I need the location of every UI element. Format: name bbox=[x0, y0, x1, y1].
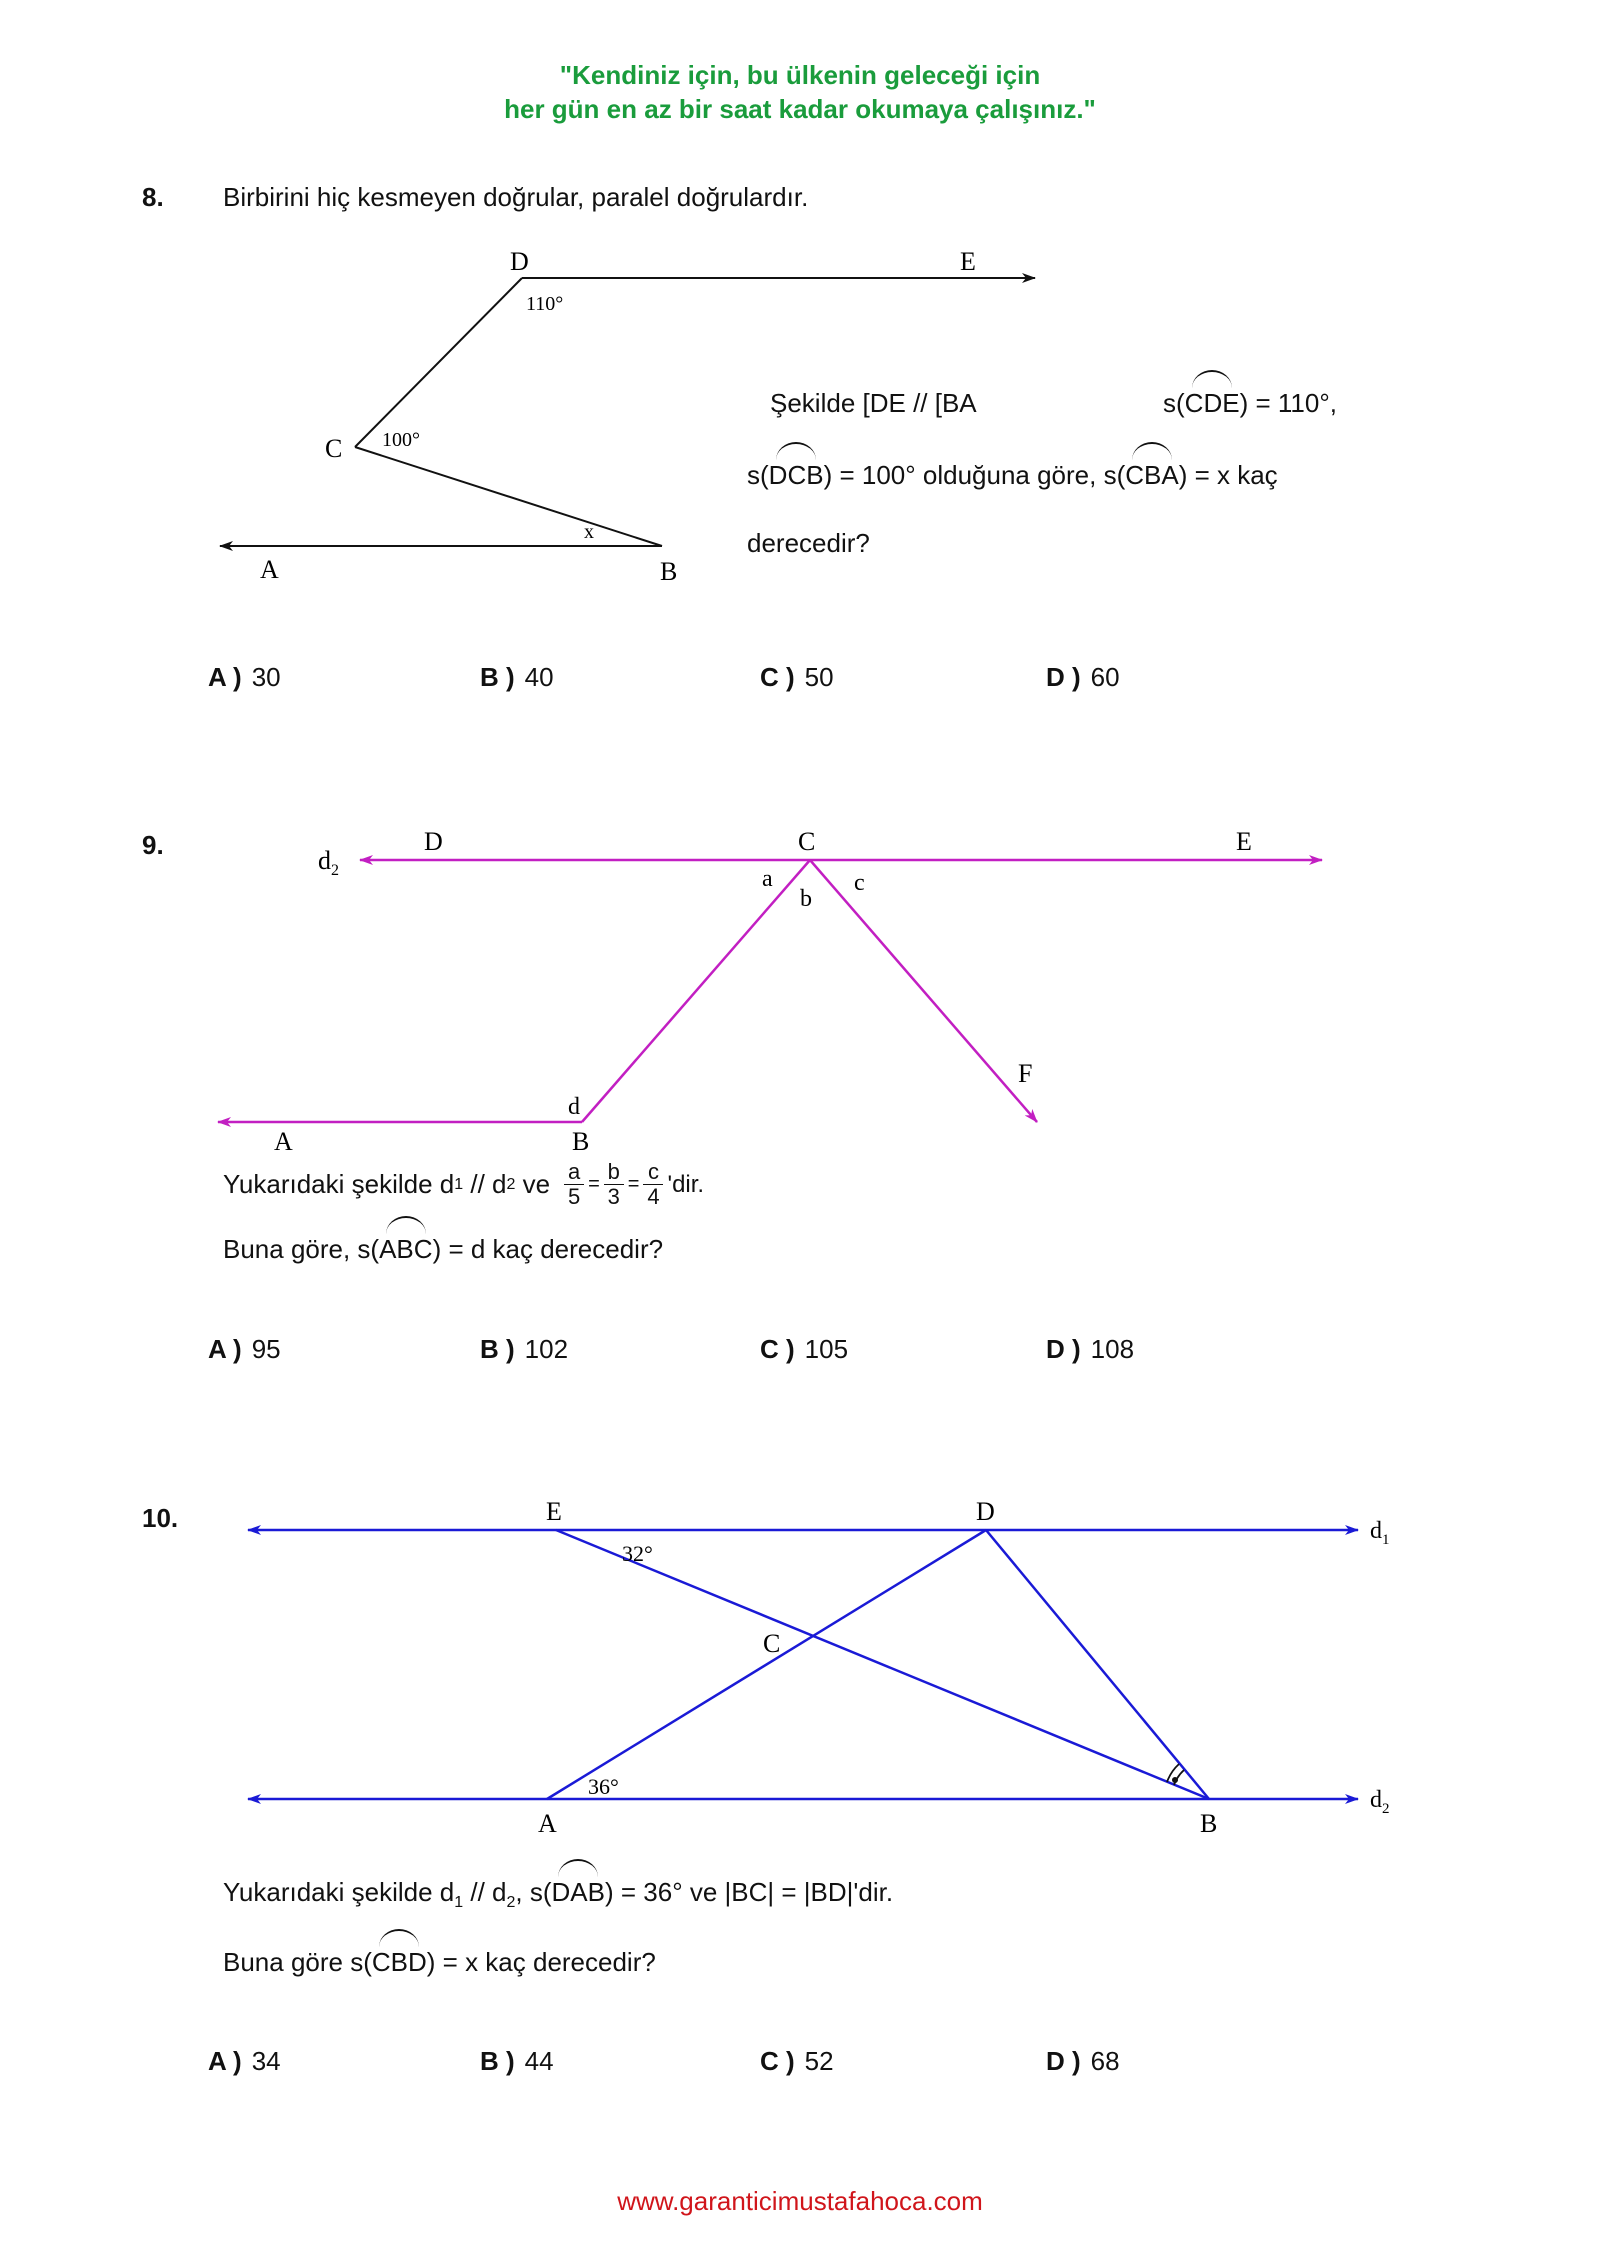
angle-arc-CBD: CBD bbox=[371, 1947, 427, 1977]
quote-line-1: "Kendiniz için, bu ülkenin geleceği için bbox=[559, 60, 1041, 90]
option-value: 30 bbox=[251, 662, 281, 692]
angle-A-value: 36° bbox=[588, 1774, 619, 1799]
question-8-number: 8. bbox=[142, 182, 164, 212]
label-B: B bbox=[660, 557, 678, 586]
label-E: E bbox=[1236, 827, 1252, 856]
question-8-cde bbox=[1163, 388, 1337, 419]
cde-prefix: s( bbox=[1163, 388, 1185, 418]
segment-CB bbox=[355, 447, 662, 546]
label-F: F bbox=[1018, 1059, 1033, 1088]
text-segment: // d bbox=[463, 1877, 507, 1907]
cde-suffix: ) = 110°, bbox=[1239, 388, 1337, 418]
question-8-text-1: Şekilde [DE // [BA bbox=[770, 388, 977, 418]
text-segment: , s( bbox=[515, 1877, 552, 1907]
segment-CB bbox=[582, 860, 810, 1122]
option-letter: C ) bbox=[760, 662, 795, 692]
question-9-number: 9. bbox=[142, 830, 164, 860]
label-C: C bbox=[798, 827, 816, 856]
angle-x-marker bbox=[1172, 1777, 1178, 1783]
question-9-option-c[interactable] bbox=[760, 1334, 848, 1365]
option-letter: B ) bbox=[480, 2046, 515, 2076]
label-D: D bbox=[510, 247, 529, 276]
text-segment: ve bbox=[515, 1169, 551, 1199]
segment-DB bbox=[986, 1530, 1209, 1799]
question-9-option-b[interactable] bbox=[480, 1334, 568, 1365]
angle-E-value: 32° bbox=[622, 1541, 653, 1566]
angle-d: d bbox=[568, 1094, 580, 1120]
label-C: C bbox=[325, 434, 343, 463]
text-segment: Yukarıdaki şekilde d bbox=[223, 1169, 455, 1199]
text-segment: Yukarıdaki şekilde d bbox=[223, 1877, 455, 1907]
option-letter: A ) bbox=[208, 2046, 242, 2076]
quote-line-2: her gün en az bir saat kadar okumaya çalışınız." bbox=[504, 94, 1096, 124]
option-letter: C ) bbox=[760, 2046, 795, 2076]
text-segment: Buna göre, s( bbox=[223, 1234, 380, 1264]
label-D: D bbox=[424, 827, 443, 856]
option-letter: B ) bbox=[480, 662, 515, 692]
question-8-statement: Birbirini hiç kesmeyen doğrular, paralel doğrulardır. bbox=[223, 182, 809, 212]
angle-a: a bbox=[762, 866, 773, 892]
question-10-option-c[interactable] bbox=[760, 2046, 834, 2077]
angle-arc-DAB: DAB bbox=[551, 1877, 605, 1907]
option-value: 105 bbox=[804, 1334, 849, 1364]
segment-DC bbox=[355, 278, 522, 447]
option-letter: B ) bbox=[480, 1334, 515, 1364]
subscript: 2 bbox=[506, 1175, 516, 1193]
text-segment: ) = x kaç derecedir? bbox=[426, 1947, 656, 1977]
fraction-c: $\frac{c}{4}$ bbox=[643, 1160, 663, 1209]
footer-website-link[interactable]: www.garanticimustafahoca.com bbox=[617, 2186, 983, 2216]
question-9-figure bbox=[200, 820, 1350, 1160]
angle-D-value: 110° bbox=[526, 293, 564, 315]
equals-sign: = bbox=[627, 1173, 640, 1195]
question-8-text-3: derecedir? bbox=[747, 528, 870, 558]
question-8-option-d[interactable] bbox=[1046, 662, 1120, 693]
angle-arc-CBA: CBA bbox=[1125, 460, 1179, 490]
label-d1: $d_1$ bbox=[1370, 1518, 1390, 1548]
option-letter: D ) bbox=[1046, 2046, 1081, 2076]
label-d2: $d_2$ bbox=[318, 846, 339, 879]
option-value: 95 bbox=[251, 1334, 281, 1364]
question-8-option-c[interactable] bbox=[760, 662, 834, 693]
text-segment: // d bbox=[463, 1169, 507, 1199]
option-value: 34 bbox=[251, 2046, 281, 2076]
option-letter: A ) bbox=[208, 1334, 242, 1364]
segment-AD bbox=[547, 1530, 986, 1799]
subscript: 1 bbox=[454, 1175, 464, 1193]
option-letter: A ) bbox=[208, 662, 242, 692]
question-10-option-a[interactable] bbox=[208, 2046, 281, 2077]
option-letter: C ) bbox=[760, 1334, 795, 1364]
option-letter: D ) bbox=[1046, 1334, 1081, 1364]
option-value: 68 bbox=[1090, 2046, 1120, 2076]
label-A: A bbox=[274, 1127, 293, 1156]
option-value: 60 bbox=[1090, 662, 1120, 692]
angle-arc-CDE: CDE bbox=[1184, 388, 1240, 418]
fraction-b: $\frac{b}{3}$ bbox=[604, 1160, 624, 1209]
label-A: A bbox=[538, 1809, 557, 1838]
question-9-text-1 bbox=[223, 1160, 704, 1209]
text-segment: ) = d kaç derecedir? bbox=[432, 1234, 664, 1264]
cba-suffix: ) = x kaç bbox=[1178, 460, 1278, 490]
question-10-option-b[interactable] bbox=[480, 2046, 554, 2077]
label-B: B bbox=[572, 1127, 590, 1156]
text-segment: ) = 36° ve |BC| = |BD|'dir. bbox=[605, 1877, 894, 1907]
question-10-option-d[interactable] bbox=[1046, 2046, 1120, 2077]
option-value: 102 bbox=[524, 1334, 569, 1364]
equals-sign: = bbox=[588, 1173, 600, 1195]
label-C: C bbox=[763, 1629, 781, 1658]
option-value: 40 bbox=[524, 662, 554, 692]
label-E: E bbox=[546, 1497, 562, 1526]
segment-EB bbox=[556, 1530, 1209, 1799]
option-letter: D ) bbox=[1046, 662, 1081, 692]
motivational-quote bbox=[0, 58, 1600, 126]
ray-CF bbox=[810, 860, 1037, 1122]
question-10-text-1 bbox=[223, 1877, 893, 1912]
option-value: 50 bbox=[804, 662, 834, 692]
option-value: 52 bbox=[804, 2046, 834, 2076]
question-10-text-2 bbox=[223, 1947, 656, 1978]
label-E: E bbox=[960, 247, 976, 276]
dcb-prefix: s( bbox=[747, 460, 769, 490]
fraction-a: $\frac{a}{5}$ bbox=[564, 1160, 584, 1209]
angle-c: c bbox=[854, 870, 865, 896]
question-10-number: 10. bbox=[142, 1503, 179, 1533]
option-value: 108 bbox=[1090, 1334, 1135, 1364]
label-d2: $d_2$ bbox=[1370, 1787, 1390, 1817]
angle-b: b bbox=[800, 886, 812, 912]
label-A: A bbox=[260, 555, 279, 584]
question-9-text-2 bbox=[223, 1234, 663, 1265]
subscript: 1 bbox=[454, 1894, 464, 1912]
text-segment: Buna göre s( bbox=[223, 1947, 372, 1977]
question-10-figure bbox=[200, 1480, 1420, 1840]
label-D: D bbox=[976, 1497, 995, 1526]
label-x: x bbox=[584, 521, 594, 543]
angle-C-value: 100° bbox=[382, 429, 420, 451]
subscript: 2 bbox=[506, 1894, 516, 1912]
question-9-option-d[interactable] bbox=[1046, 1334, 1134, 1365]
text-segment: 'dir. bbox=[667, 1170, 705, 1198]
label-B: B bbox=[1200, 1809, 1218, 1838]
question-8-option-b[interactable] bbox=[480, 662, 554, 693]
option-value: 44 bbox=[524, 2046, 554, 2076]
angle-arc-ABC: ABC bbox=[379, 1234, 433, 1264]
question-9-option-a[interactable] bbox=[208, 1334, 281, 1365]
question-8-figure bbox=[200, 240, 1060, 600]
question-8-option-a[interactable] bbox=[208, 662, 281, 693]
question-8-text-2 bbox=[747, 460, 1278, 491]
angle-arc-DCB: DCB bbox=[768, 460, 824, 490]
dcb-mid: ) = 100° olduğuna göre, s( bbox=[823, 460, 1126, 490]
